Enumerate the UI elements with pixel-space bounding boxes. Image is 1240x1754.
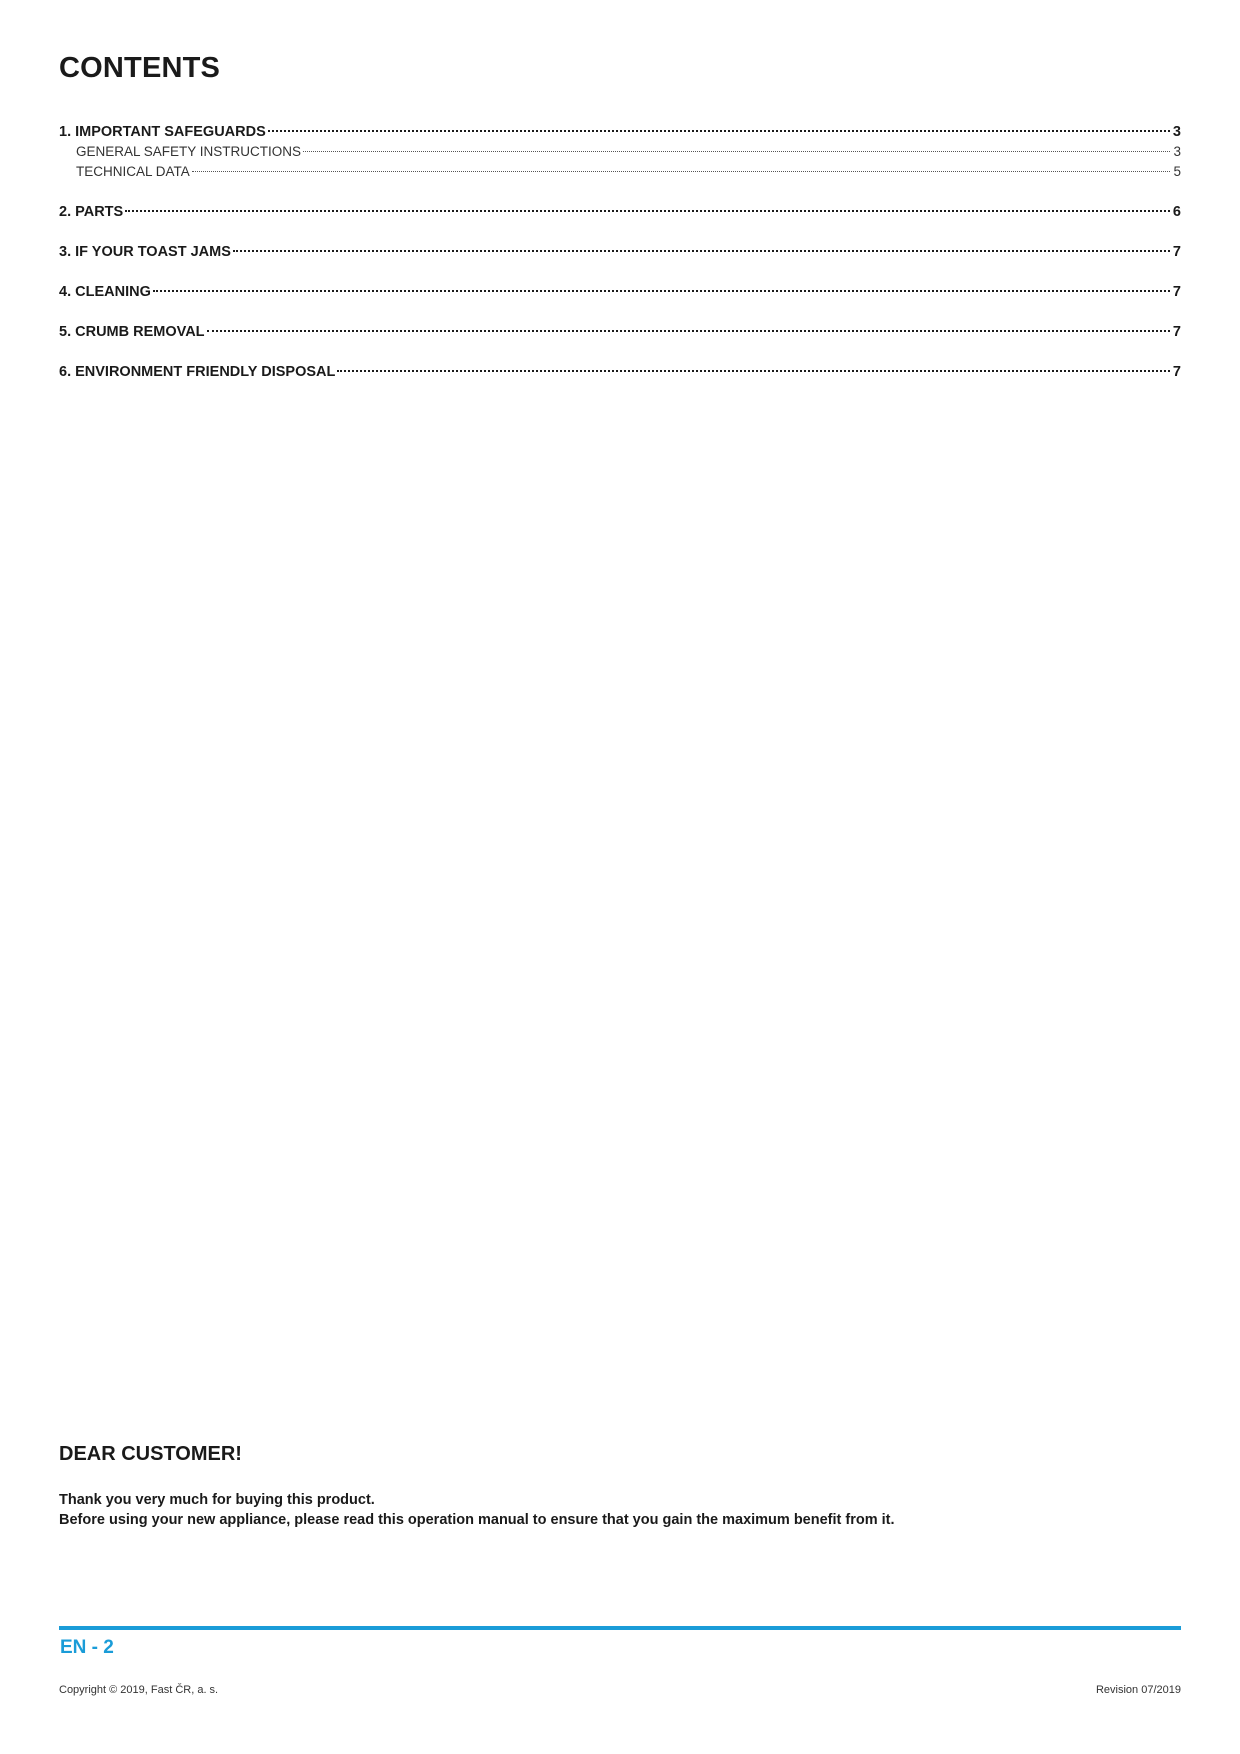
toc-entry-label: 4. CLEANING (59, 284, 151, 300)
dear-customer-heading: DEAR CUSTOMER! (59, 1443, 242, 1465)
toc-entry-page: 7 (1172, 364, 1181, 380)
toc-entry-label: 2. PARTS (59, 204, 124, 220)
toc-entry-label: 1. IMPORTANT SAFEGUARDS (59, 124, 266, 140)
toc-dot-leader (192, 156, 1171, 176)
intro-line-thanks: Thank you very much for buying this product. (59, 1492, 375, 1508)
toc-entry-page: 3 (1173, 144, 1181, 159)
toc-entry-label: TECHNICAL DATA (76, 164, 190, 179)
toc-entry-label: 6. ENVIRONMENT FRIENDLY DISPOSAL (59, 364, 336, 380)
toc-dot-leader (337, 356, 1170, 376)
toc-entry-label: GENERAL SAFETY INSTRUCTIONS (76, 144, 302, 159)
toc-dot-leader (268, 116, 1170, 136)
copyright-text: Copyright © 2019, Fast ČR, a. s. (59, 1684, 219, 1696)
toc-entry-parts[interactable] (59, 196, 1181, 220)
revision-text: Revision 07/2019 (1095, 1684, 1181, 1696)
document-page (59, 0, 1181, 1754)
customer-intro-text (59, 1490, 1181, 1530)
intro-line-read-manual: Before using your new appliance, please read this operation manual to ensure that you gain the maximum benefit from it. (59, 1512, 895, 1528)
toc-dot-leader (207, 316, 1170, 336)
toc-entry-label: 5. CRUMB REMOVAL (59, 324, 205, 340)
page-number-label: EN - 2 (60, 1637, 114, 1658)
toc-entry-toast-jams[interactable] (59, 236, 1181, 260)
toc-entry-page: 7 (1172, 284, 1181, 300)
toc-entry-cleaning[interactable] (59, 276, 1181, 300)
toc-dot-leader (125, 196, 1170, 216)
table-of-contents (59, 116, 1181, 380)
toc-entry-page: 7 (1172, 244, 1181, 260)
toc-entry-technical-data[interactable] (59, 156, 1181, 179)
toc-dot-leader (303, 136, 1170, 156)
footer-divider (59, 1626, 1181, 1630)
toc-entry-page: 3 (1172, 124, 1181, 140)
toc-dot-leader (233, 236, 1170, 256)
toc-entry-crumb-removal[interactable] (59, 316, 1181, 340)
toc-entry-page: 6 (1172, 204, 1181, 220)
toc-entry-page: 5 (1173, 164, 1181, 179)
toc-entry-page: 7 (1172, 324, 1181, 340)
toc-entry-environment-friendly-disposal[interactable] (59, 356, 1181, 380)
toc-dot-leader (153, 276, 1170, 296)
toc-entry-important-safeguards[interactable] (59, 116, 1181, 140)
toc-entry-label: 3. IF YOUR TOAST JAMS (59, 244, 231, 260)
contents-title: CONTENTS (59, 52, 221, 84)
